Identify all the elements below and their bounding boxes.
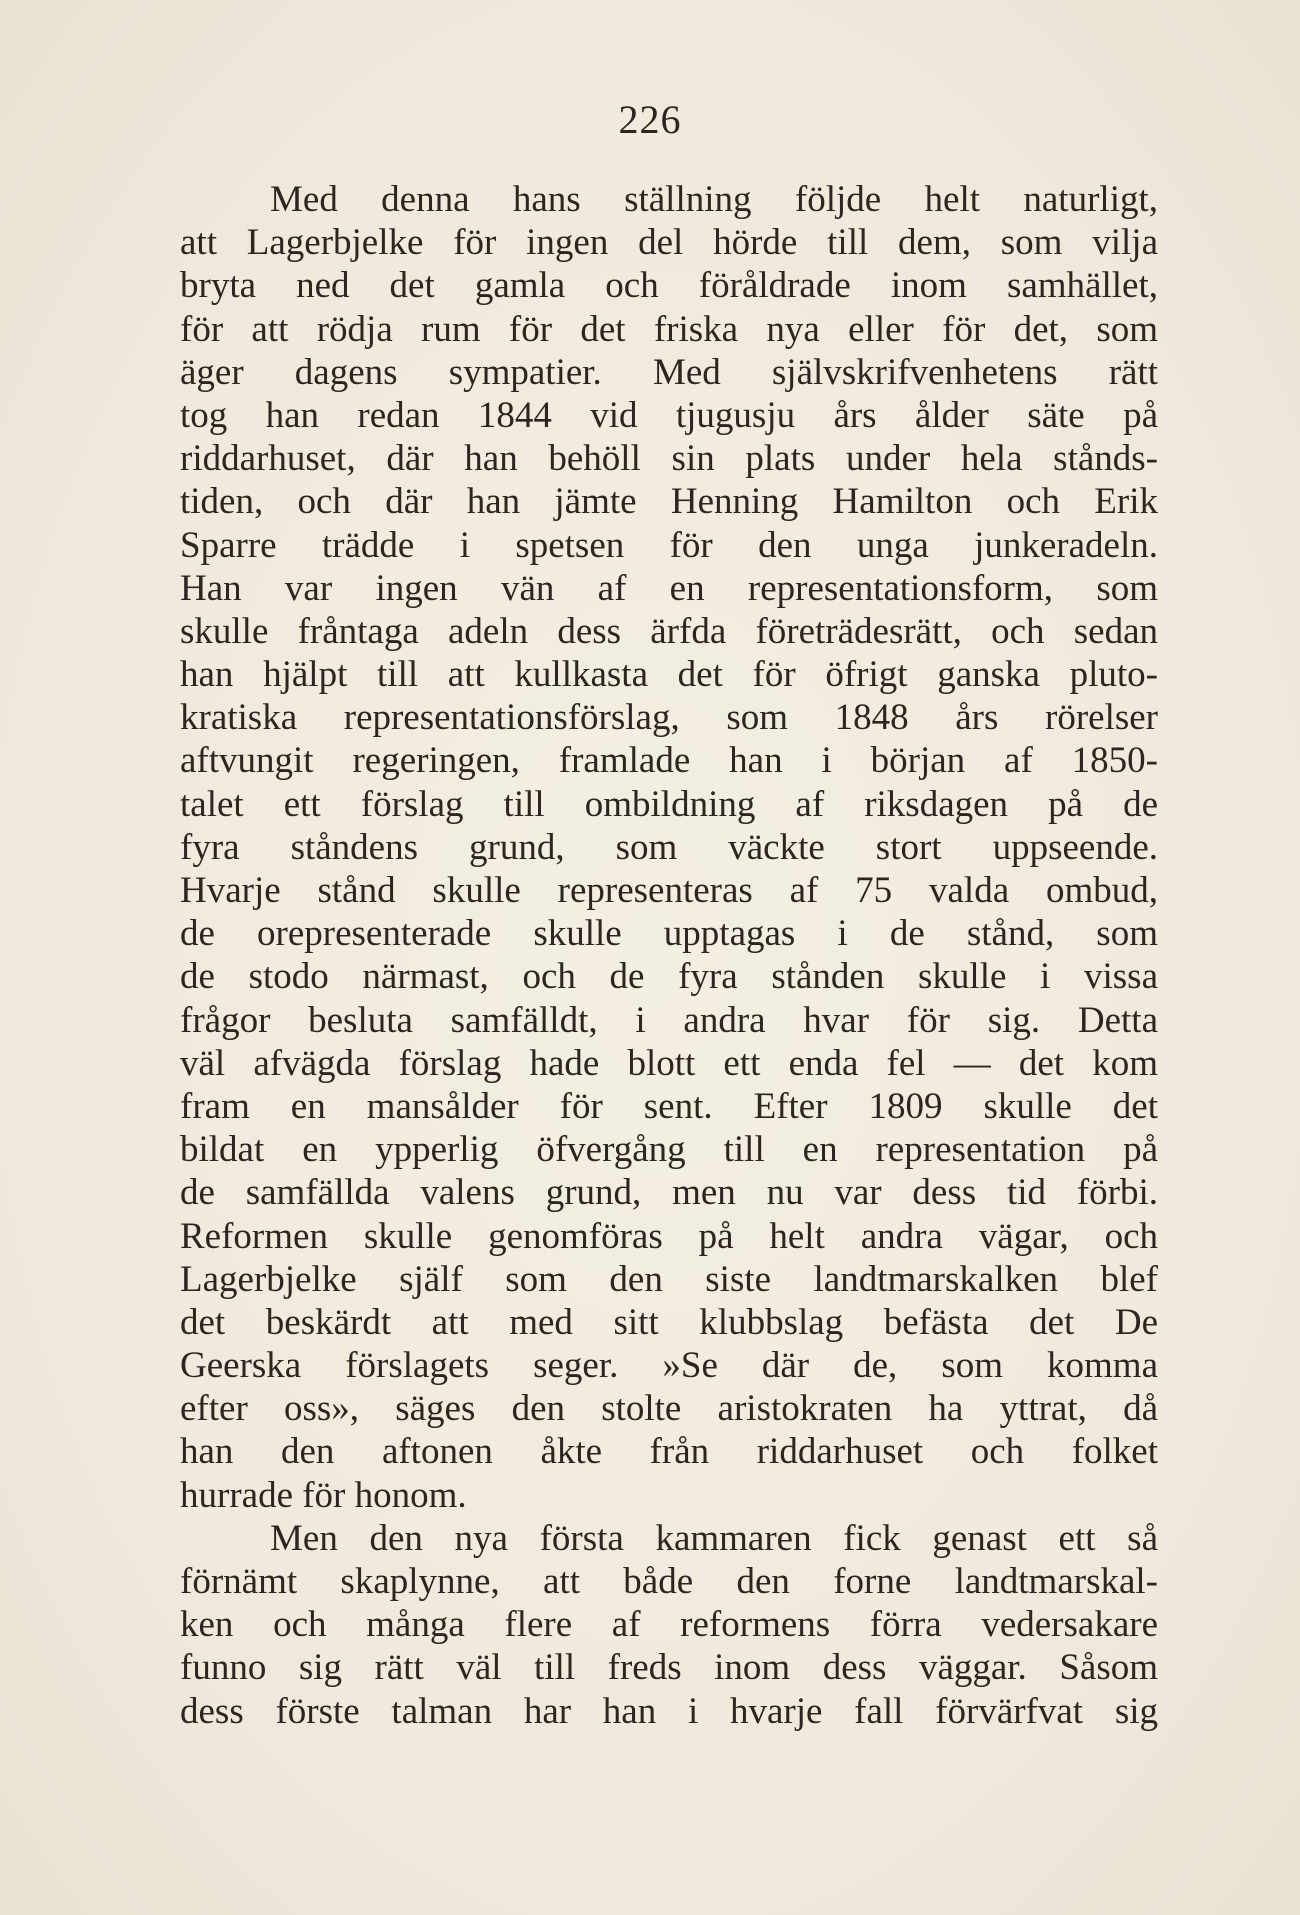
page-number: 226 [618, 97, 682, 142]
text-line: äger dagens sympatier. Med självskrifvenhetens rätt [180, 351, 1158, 393]
text-line: ken och många flere af reformens förra vedersakare [180, 1604, 1158, 1646]
text-line: Sparre trädde i spetsen för den unga junkeradeln. [180, 524, 1158, 566]
body-text [180, 178, 1158, 1733]
text-line: de samfällda valens grund, men nu var dess tid förbi. [180, 1172, 1158, 1214]
text-line: de stodo närmast, och de fyra stånden skulle i vissa [180, 956, 1158, 998]
text-line: tiden, och där han jämte Henning Hamilton och Erik [180, 481, 1158, 523]
text-line: riddarhuset, där han behöll sin plats under hela stånds- [180, 438, 1158, 480]
text-line: fram en mansålder för sent. Efter 1809 skulle det [180, 1085, 1158, 1127]
text-line: väl afvägda förslag hade blott ett enda fel — det kom [180, 1042, 1158, 1084]
text-line: att Lagerbjelke för ingen del hörde till dem, som vilja [180, 222, 1158, 264]
text-line: frågor besluta samfälldt, i andra hvar för sig. Detta [180, 999, 1158, 1041]
text-line: dess förste talman har han i hvarje fall förvärfvat sig [180, 1690, 1158, 1732]
text-line: talet ett förslag till ombildning af riksdagen på de [180, 783, 1158, 825]
paragraph-2 [180, 1517, 1158, 1733]
text-line: bryta ned det gamla och föråldrade inom samhället, [180, 265, 1158, 307]
text-line: det beskärdt att med sitt klubbslag befästa det De [180, 1301, 1158, 1343]
text-line: han hjälpt till att kullkasta det för öfrigt ganska pluto- [180, 654, 1158, 696]
paragraph-1 [180, 178, 1158, 1517]
text-line: fyra ståndens grund, som väckte stort uppseende. [180, 826, 1158, 868]
text-line: förnämt skaplynne, att både den forne landtmarskal- [180, 1561, 1158, 1602]
text-line: kratiska representationsförslag, som 1848 års rörelser [180, 697, 1158, 739]
text-line: bildat en ypperlig öfvergång till en representation på [180, 1129, 1158, 1171]
text-line: Hvarje stånd skulle representeras af 75 valda ombud, [180, 870, 1158, 911]
text-line: Med denna hans ställning följde helt naturligt, [270, 179, 1158, 220]
text-line: aftvungit regeringen, framlade han i början af 1850- [180, 740, 1158, 782]
text-line: Lagerbjelke själf som den siste landtmarskalken blef [180, 1258, 1158, 1300]
text-line: hurrade för honom. [180, 1474, 467, 1516]
text-line: han den aftonen åkte från riddarhuset och folket [180, 1431, 1158, 1473]
text-line: funno sig rätt väl till freds inom dess väggar. Såsom [180, 1647, 1158, 1689]
text-line: för att rödja rum för det friska nya eller för det, som [180, 308, 1158, 350]
text-line: skulle fråntaga adeln dess ärfda företrädesrätt, och sedan [180, 610, 1158, 652]
text-line: Men den nya första kammaren fick genast ett så [270, 1517, 1158, 1559]
text-line: Reformen skulle genomföras på helt andra vägar, och [180, 1215, 1158, 1257]
text-line: tog han redan 1844 vid tjugusju års ålder säte på [180, 394, 1158, 436]
text-line: efter oss», säges den stolte aristokraten ha yttrat, då [180, 1388, 1158, 1430]
text-line: Geerska förslagets seger. »Se där de, som komma [180, 1345, 1158, 1387]
text-line: Han var ingen vän af en representationsform, som [180, 567, 1158, 609]
text-line: de orepresenterade skulle upptagas i de stånd, som [180, 913, 1158, 955]
